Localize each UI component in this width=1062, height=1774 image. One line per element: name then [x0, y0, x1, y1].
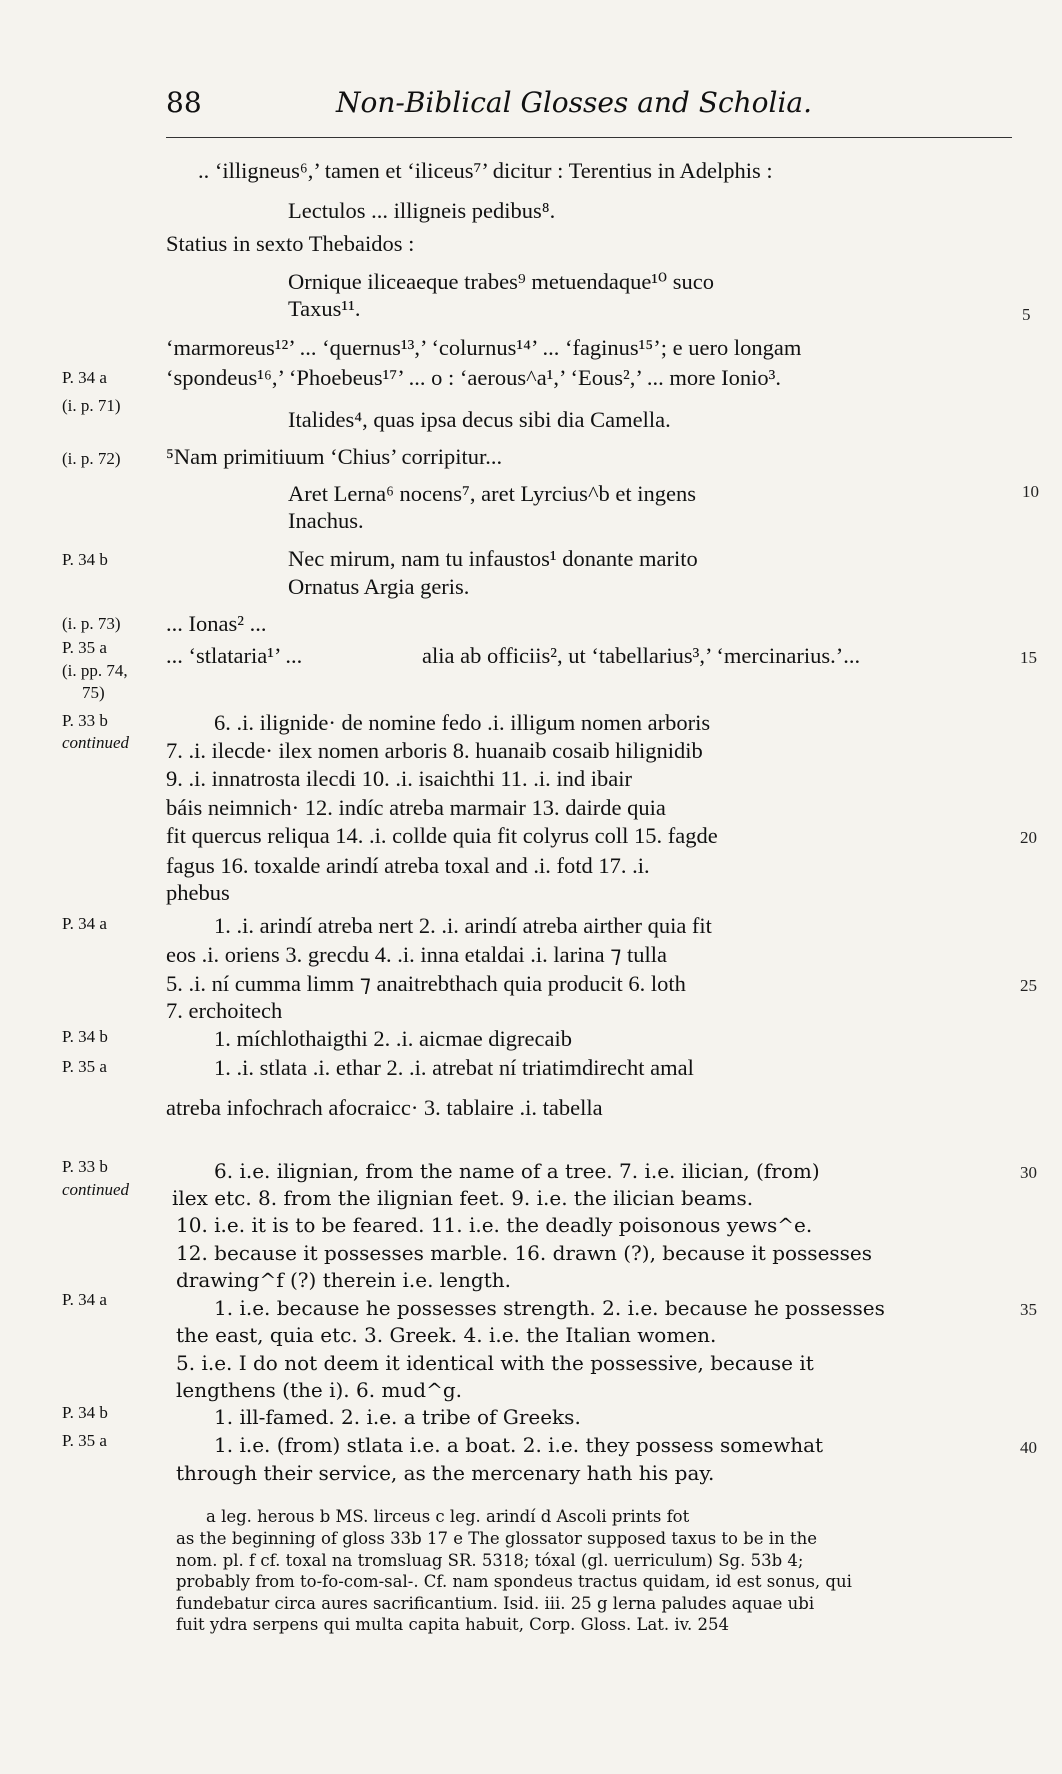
gloss-line: 5. .i. ní cumma limm ⁊ anaitrebthach quia producit 6. loth [166, 971, 686, 996]
gloss-line: 1. .i. arindí atreba nert 2. .i. arindí atreba airther quia fit [214, 913, 712, 938]
margin-ref: P. 34 a [62, 1290, 107, 1309]
margin-ref: P. 33 b [62, 711, 108, 730]
text-line: .. ‘illigneus⁶,’ tamen et ‘iliceus⁷’ dicitur : Terentius in Adelphis : [198, 158, 773, 183]
gloss-line: 7. .i. ilecde· ilex nomen arboris 8. huanaib cosaib hilignidib [166, 738, 703, 763]
verse-line: Taxus¹¹. [288, 296, 361, 321]
translation-line: 1. i.e. (from) stlata i.e. a boat. 2. i.e. they possess somewhat [214, 1433, 824, 1457]
margin-ref: P. 34 b [62, 1403, 108, 1422]
gloss-line: 1. míchlothaigthi 2. .i. aicmae digrecaib [214, 1026, 573, 1051]
margin-ref: (i. pp. 74, [62, 661, 128, 680]
translation-line: 1. ill-famed. 2. i.e. a tribe of Greeks. [214, 1405, 581, 1429]
translation-line: 6. i.e. ilignian, from the name of a tree. 7. i.e. ilician, (from) [214, 1159, 820, 1183]
text-line: ‘spondeus¹⁶,’ ‘Phoebeus¹⁷’ ... o : ‘aerous^a¹,’ ‘Eous²,’ ... more Ionio³. [166, 365, 782, 390]
margin-ref: (i. p. 71) [62, 396, 121, 415]
footnote-line: probably from to-fo-com-sal-. Cf. nam spondeus tractus quidam, id est sonus, qui [176, 1572, 852, 1591]
margin-ref: 75) [82, 683, 105, 702]
gloss-line: fit quercus reliqua 14. .i. collde quia fit colyrus coll 15. fagde [166, 823, 718, 848]
gloss-line: eos .i. oriens 3. grecdu 4. .i. inna etaldai .i. larina ⁊ tulla [166, 942, 668, 967]
margin-ref: P. 34 a [62, 914, 107, 933]
margin-ref: P. 33 b [62, 1157, 108, 1176]
footnote-line: fuit ydra serpens qui multa capita habuit, Corp. Gloss. Lat. iv. 254 [176, 1615, 730, 1634]
gloss-line: atreba infochrach afocraicc· 3. tablaire .i. tabella [166, 1095, 603, 1120]
text-line: Statius in sexto Thebaidos : [166, 231, 415, 256]
translation-line: 5. i.e. I do not deem it identical with the possessive, because it [176, 1351, 814, 1375]
line-number: 15 [1020, 648, 1037, 667]
text-line: ‘marmoreus¹²’ ... ‘quernus¹³,’ ‘colurnus¹⁴’ ... ‘faginus¹⁵’; e uero longam [166, 335, 802, 360]
translation-line: through their service, as the mercenary hath his pay. [176, 1461, 715, 1485]
margin-ref: P. 35 a [62, 1431, 107, 1450]
margin-ref: P. 34 b [62, 1027, 108, 1046]
gloss-line: phebus [166, 880, 230, 905]
margin-ref: (i. p. 72) [62, 449, 121, 468]
margin-ref: P. 35 a [62, 638, 107, 657]
verse-line: Italides⁴, quas ipsa decus sibi dia Camella. [288, 407, 671, 432]
gloss-line: 6. .i. ilignide· de nomine fedo .i. illigum nomen arboris [214, 710, 711, 735]
translation-line: 12. because it possesses marble. 16. drawn (?), because it possesses [176, 1241, 873, 1265]
text-line: ... ‘stlataria¹’ ... [166, 643, 303, 668]
footnote-line: as the beginning of gloss 33b 17 e The glossator supposed taxus to be in the [176, 1529, 817, 1548]
translation-line: ilex etc. 8. from the ilignian feet. 9. i.e. the ilician beams. [172, 1186, 754, 1210]
translation-line: lengthens (the i). 6. mud^g. [176, 1378, 463, 1402]
page-number: 88 [166, 86, 202, 119]
margin-ref: P. 35 a [62, 1057, 107, 1076]
margin-ref: continued [62, 733, 130, 752]
gloss-line: fagus 16. toxalde arindí atreba toxal and .i. fotd 17. .i. [166, 853, 650, 878]
margin-ref: continued [62, 1180, 130, 1199]
line-number: 10 [1022, 482, 1039, 501]
translation-line: 1. i.e. because he possesses strength. 2. i.e. because he possesses [214, 1296, 885, 1320]
text-line: Lectulos ... illigneis pedibus⁸. [288, 198, 556, 223]
margin-ref: (i. p. 73) [62, 614, 121, 633]
gloss-line: 7. erchoitech [166, 998, 283, 1023]
line-number: 35 [1020, 1300, 1037, 1319]
verse-line: Ornatus Argia geris. [288, 574, 470, 599]
verse-line: Aret Lerna⁶ nocens⁷, aret Lyrcius^b et ingens [288, 481, 696, 506]
header-rule [166, 137, 1012, 138]
margin-ref: P. 34 a [62, 368, 107, 387]
footnote-line: a leg. herous b MS. lirceus c leg. arindí d Ascoli prints fot [206, 1507, 690, 1526]
line-number: 30 [1020, 1163, 1037, 1182]
gloss-line: 1. .i. stlata .i. ethar 2. .i. atrebat ní triatimdirecht amal [214, 1055, 694, 1080]
verse-line: Nec mirum, nam tu infaustos¹ donante marito [288, 546, 698, 571]
text-line: ... Ionas² ... [166, 611, 267, 636]
line-number: 20 [1020, 828, 1037, 847]
translation-line: the east, quia etc. 3. Greek. 4. i.e. the Italian women. [176, 1323, 717, 1347]
footnote-line: nom. pl. f cf. toxal na tromsluag SR. 5318; tóxal (gl. uerriculum) Sg. 53b 4; [176, 1551, 804, 1570]
footnote-line: fundebatur circa aures sacrificantium. Isid. iii. 25 g lerna paludes aquae ubi [176, 1594, 815, 1613]
running-title: Non-Biblical Glosses and Scholia. [336, 86, 813, 119]
translation-line: 10. i.e. it is to be feared. 11. i.e. the deadly poisonous yews^e. [176, 1213, 813, 1237]
verse-line: Ornique iliceaeque trabes⁹ metuendaque¹⁰ suco [288, 269, 714, 294]
translation-line: drawing^f (?) therein i.e. length. [176, 1268, 511, 1292]
gloss-line: 9. .i. innatrosta ilecdi 10. .i. isaichthi 11. .i. ind ibair [166, 766, 632, 791]
line-number: 25 [1020, 976, 1037, 995]
gloss-line: báis neimnich· 12. indíc atreba marmair 13. dairde quia [166, 795, 666, 820]
text-line: alia ab officiis², ut ‘tabellarius³,’ ‘mercinarius.’... [422, 643, 861, 668]
line-number: 40 [1020, 1438, 1037, 1457]
line-number: 5 [1022, 305, 1031, 324]
text-line: ⁵Nam primitiuum ‘Chius’ corripitur... [166, 444, 503, 469]
margin-ref: P. 34 b [62, 550, 108, 569]
verse-line: Inachus. [288, 508, 364, 533]
